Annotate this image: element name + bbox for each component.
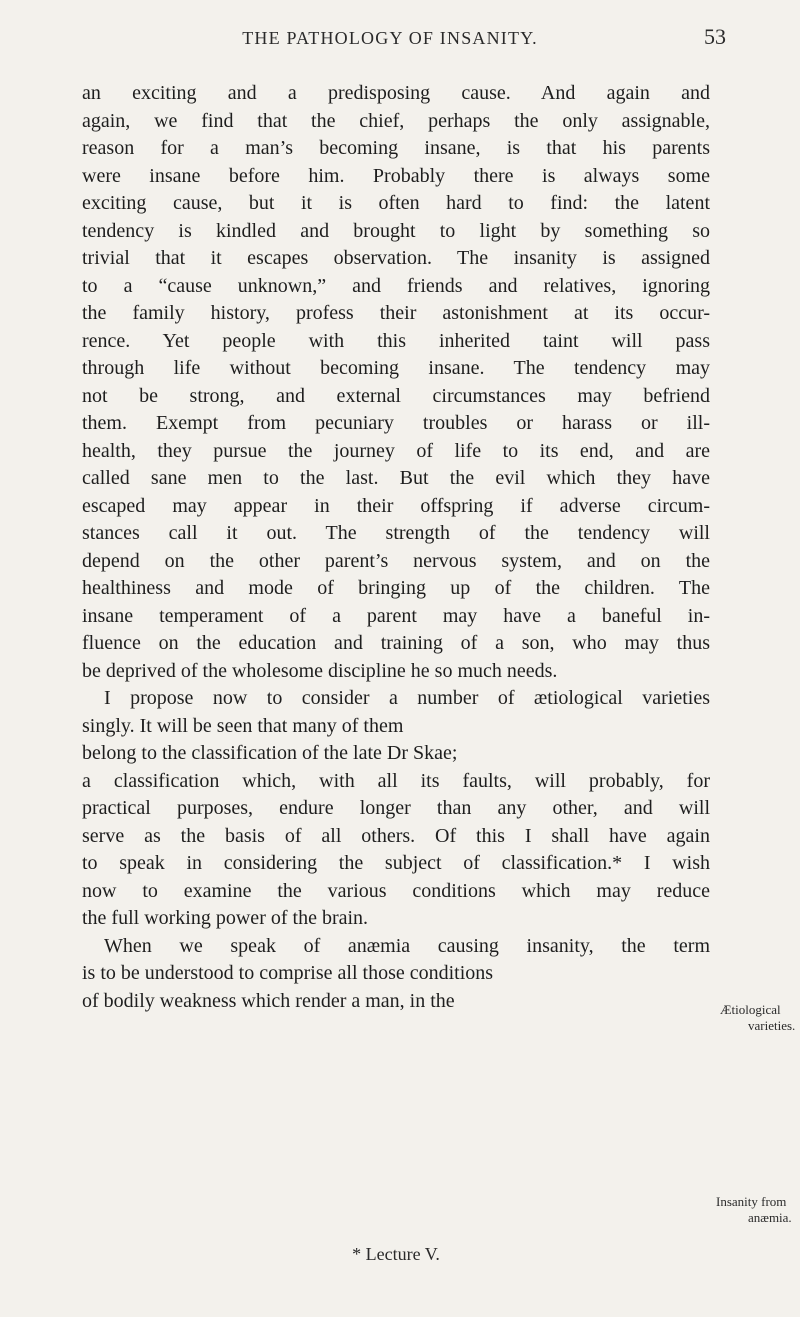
text-line: called sane men to the last. But the evil which they have — [82, 467, 710, 489]
margin-note-line: Insanity from — [716, 1194, 787, 1209]
text-line: is to be understood to comprise all those conditions — [82, 962, 494, 984]
text-line: tendency is kindled and brought to light by something so — [82, 219, 710, 242]
text-line: When we speak of anæmia causing insanity, the term — [104, 934, 710, 957]
text-line: an exciting and a predisposing cause. And again and — [82, 82, 710, 104]
margin-note-line: anæmia. — [748, 1210, 792, 1225]
text-line: escaped may appear in their offspring if adverse circum- — [82, 494, 710, 517]
text-line: singly. It will be seen that many of them — [82, 714, 404, 737]
text-line: trivial that it escapes observation. The insanity is assigned — [82, 247, 710, 269]
text-line: reason for a man’s becoming insane, is that his parents — [82, 137, 710, 159]
text-line: be deprived of the wholesome discipline he so much needs. — [82, 659, 558, 682]
text-line: now to examine the various conditions which may reduce — [82, 879, 710, 902]
text-line: insane temperament of a parent may have a baneful in- — [82, 604, 710, 627]
footnote: * Lecture V. — [352, 1244, 440, 1264]
text-line: practical purposes, endure longer than any other, and will — [82, 797, 710, 819]
running-title: THE PATHOLOGY OF INSANITY. — [242, 28, 538, 48]
text-line: again, we find that the chief, perhaps the only assignable, — [82, 109, 710, 132]
text-line: to a “cause unknown,” and friends and relatives, ignoring — [82, 274, 710, 297]
text-line: the full working power of the brain. — [82, 907, 369, 929]
margin-note-line: Ætiological — [720, 1002, 781, 1017]
text-line: healthiness and mode of bringing up of the children. The — [82, 577, 710, 599]
text-line: the family history, profess their astonishment at its occur- — [82, 302, 710, 324]
page-number: 53 — [704, 24, 726, 49]
text-line: not be strong, and external circumstances may befriend — [82, 384, 710, 407]
text-line: serve as the basis of all others. Of this I shall have again — [82, 824, 710, 847]
text-line: through life without becoming insane. The tendency may — [82, 357, 710, 379]
text-line: were insane before him. Probably there is always some — [82, 164, 710, 187]
margin-note-insanity — [716, 1194, 792, 1226]
text-line: fluence on the education and training of a son, who may thus — [82, 632, 710, 654]
text-line: to speak in considering the subject of classification.* I wish — [82, 852, 710, 874]
text-line: stances call it out. The strength of the tendency will — [82, 522, 710, 544]
text-line: I propose now to consider a number of ætiological varieties — [104, 687, 710, 709]
margin-note-line: varieties. — [748, 1018, 796, 1033]
text-line: rence. Yet people with this inherited taint will pass — [82, 329, 710, 352]
text-line: a classification which, with all its faults, will probably, for — [82, 769, 710, 792]
body-text — [82, 80, 710, 1015]
text-line: them. Exempt from pecuniary troubles or harass or ill- — [82, 412, 710, 434]
text-line: exciting cause, but it is often hard to find: the latent — [82, 192, 710, 214]
page-header — [50, 20, 730, 60]
text-line: belong to the classification of the late Dr Skae; — [82, 742, 458, 764]
text-line: of bodily weakness which render a man, in the — [82, 989, 455, 1012]
margin-note-aetiological — [720, 1002, 795, 1034]
text-line: health, they pursue the journey of life to its end, and are — [82, 439, 710, 462]
text-line: depend on the other parent’s nervous system, and on the — [82, 549, 710, 572]
